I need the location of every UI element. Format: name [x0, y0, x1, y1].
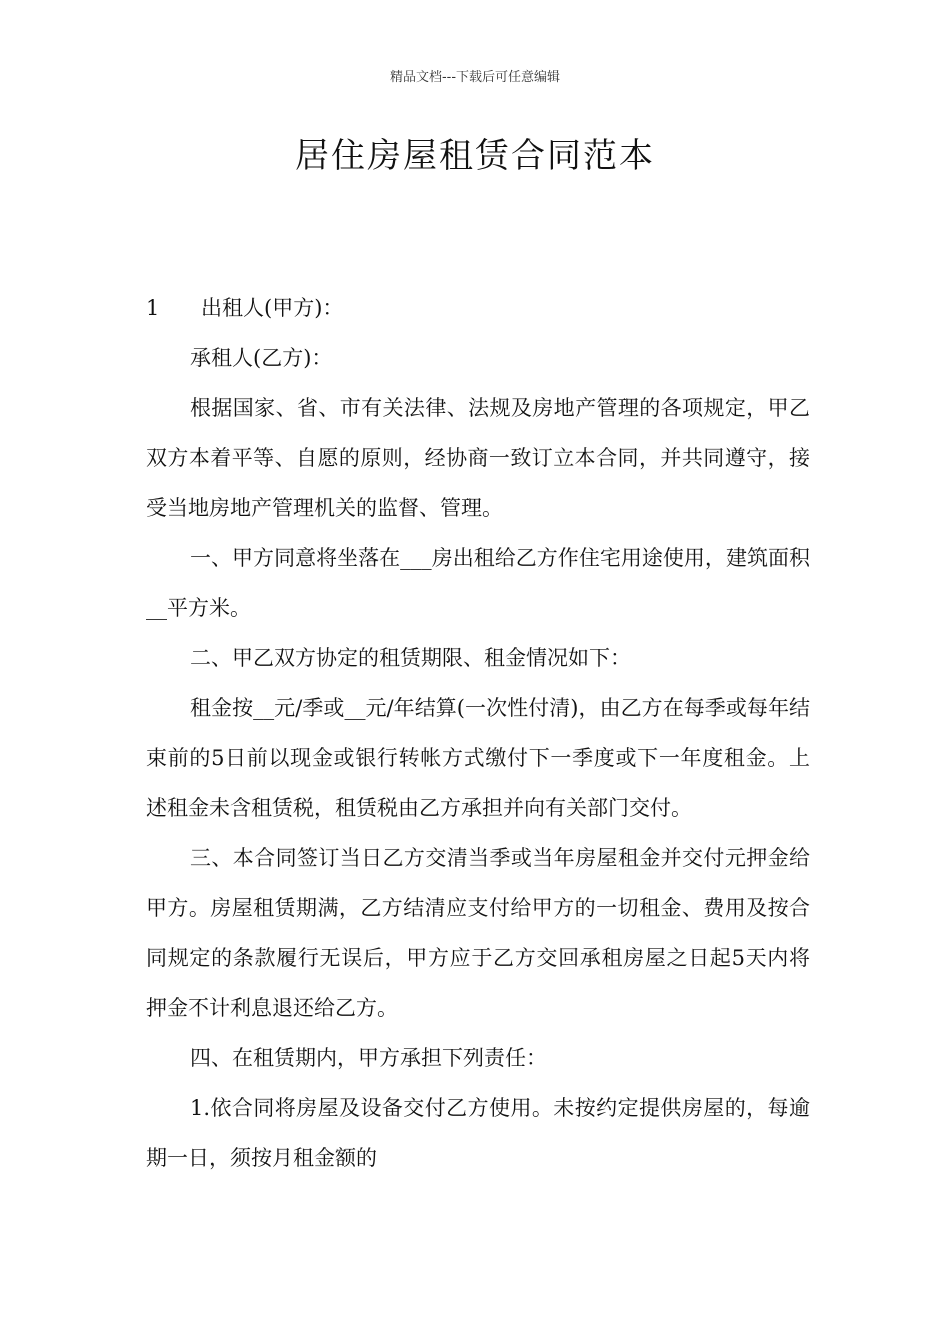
lessee-line: 承租人(乙方)：	[190, 346, 333, 370]
document-body	[146, 283, 810, 1183]
rent-terms-paragraph: 租金按__元/季或__元/年结算(一次性付清)，由乙方在每季或每年结束前的5日前以现金或银行转帐方式缴付下一季度或下一年度租金。上述租金未含租赁税，租赁税由乙方承担并向有关部门交付。	[146, 696, 810, 820]
lessor-line	[146, 283, 810, 333]
lessor-label: 出租人(甲方)：	[201, 296, 344, 320]
clause-3-paragraph: 三、本合同签订当日乙方交清当季或当年房屋租金并交付元押金给甲方。房屋租赁期满，乙方结清应支付给甲方的一切租金、费用及按合同规定的条款履行无误后，甲方应于乙方交回承租房屋之日起5天内将押金不计利息退还给乙方。	[146, 846, 810, 1020]
clause-2-heading: 二、甲乙双方协定的租赁期限、租金情况如下：	[190, 646, 631, 670]
preamble-paragraph: 根据国家、省、市有关法律、法规及房地产管理的各项规定，甲乙双方本着平等、自愿的原则，经协商一致订立本合同，并共同遵守，接受当地房地产管理机关的监督、管理。	[146, 396, 810, 520]
clause-1-paragraph: 一、甲方同意将坐落在___房出租给乙方作住宅用途使用，建筑面积__平方米。	[146, 546, 810, 620]
document-title: 居住房屋租赁合同范本	[295, 136, 655, 176]
line-number: 1	[146, 296, 160, 320]
clause-4-item-1: 1.依合同将房屋及设备交付乙方使用。未按约定提供房屋的，每逾期一日，须按月租金额的	[146, 1096, 810, 1170]
clause-4-heading: 四、在租赁期内，甲方承担下列责任：	[190, 1046, 547, 1070]
page-header-note: 精品文档---下载后可任意编辑	[389, 70, 561, 85]
